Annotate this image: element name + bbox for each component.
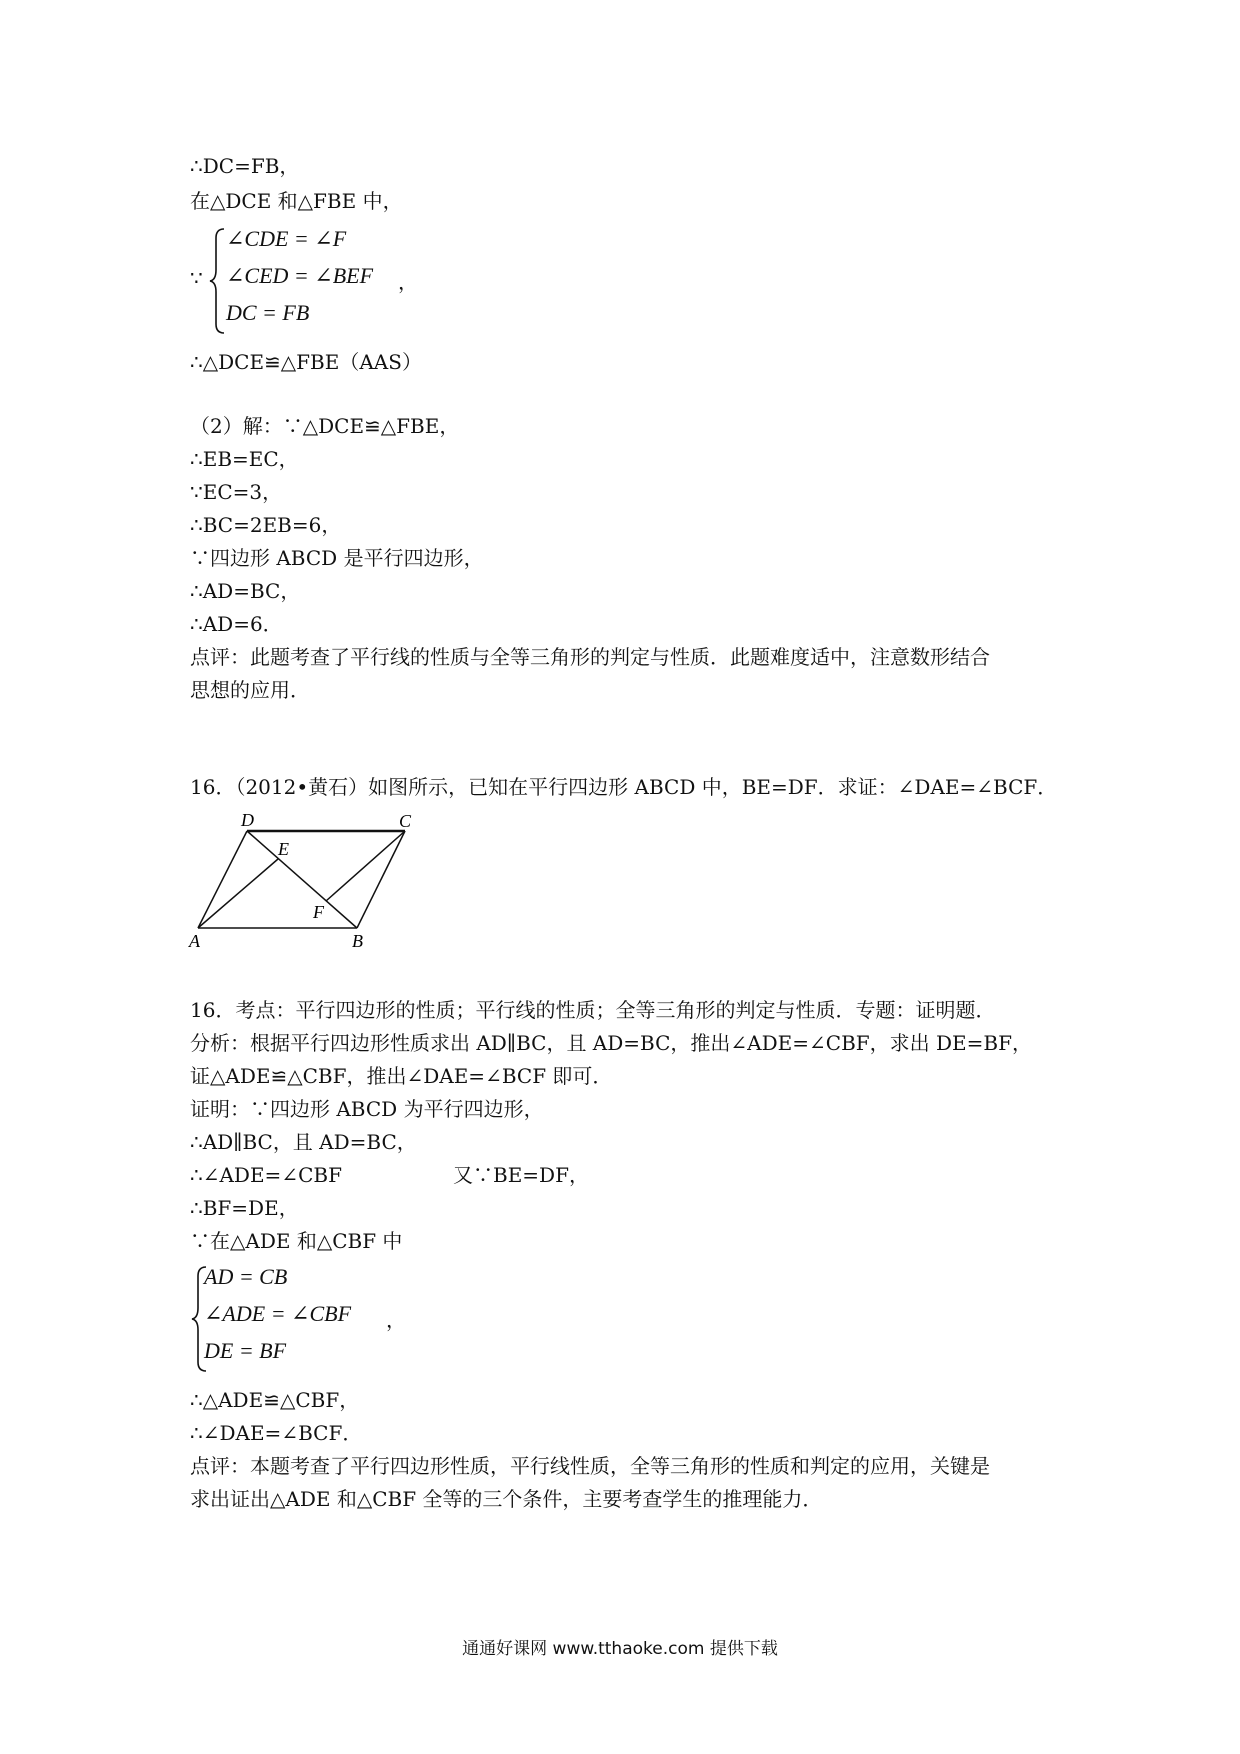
label-d: D xyxy=(241,810,254,830)
solution-line: ∴△ADE≌△CBF， xyxy=(190,1388,360,1412)
solution-line: ∴BC=2EB=6， xyxy=(190,513,342,537)
solution-line: ∴∠DAE=∠BCF． xyxy=(190,1421,363,1445)
segment-cf xyxy=(326,831,405,901)
equation-system xyxy=(190,1264,450,1374)
proof-line: 在△DCE 和△FBE 中， xyxy=(190,189,403,213)
comment-line: 点评：此题考查了平行线的性质与全等三角形的判定与性质．此题难度适中，注意数形结合 xyxy=(190,645,990,669)
solution-line: 分析：根据平行四边形性质求出 AD∥BC，且 AD=BC，推出∠ADE=∠CBF，求出 DE=BF， xyxy=(190,1031,1032,1055)
left-brace-icon xyxy=(208,226,228,336)
parallelogram-figure xyxy=(185,808,425,948)
equation: DC = FB xyxy=(226,300,310,325)
proof-line: ∴△DCE≌△FBE（AAS） xyxy=(190,350,422,374)
label-c: C xyxy=(399,811,412,831)
equation-system xyxy=(190,226,450,336)
comment-line: 点评：本题考查了平行四边形性质，平行线性质，全等三角形的性质和判定的应用，关键是 xyxy=(190,1454,990,1478)
solution-line: 16．考点：平行四边形的性质；平行线的性质；全等三角形的判定与性质．专题：证明题． xyxy=(190,998,996,1022)
equation: ∠ADE = ∠CBF xyxy=(204,1301,352,1326)
solution-line: 证明：∵四边形 ABCD 为平行四边形， xyxy=(190,1097,544,1121)
solution-line: ∵四边形 ABCD 是平行四边形， xyxy=(190,546,484,570)
equation: ∠CDE = ∠F xyxy=(226,226,347,251)
because-symbol: ∵ xyxy=(190,266,203,290)
segment-ae xyxy=(198,859,278,928)
equation: DE = BF xyxy=(204,1338,287,1363)
equation: ∠CED = ∠BEF xyxy=(226,263,374,288)
label-e: E xyxy=(278,839,289,859)
proof-line: ∴DC=FB， xyxy=(190,154,300,178)
solution-line: ∴∠ADE=∠CBF xyxy=(190,1163,342,1187)
diagonal-db xyxy=(247,831,357,928)
solution-line: ∴AD∥BC，且 AD=BC， xyxy=(190,1130,417,1154)
comment-line: 思想的应用． xyxy=(190,678,310,702)
solution-line: ∴AD=BC， xyxy=(190,579,301,603)
edge-ad xyxy=(198,831,247,928)
solution-line: 证△ADE≌△CBF，推出∠DAE=∠BCF 即可． xyxy=(190,1064,613,1088)
comma: ， xyxy=(398,270,418,294)
solution-line: 又∵BE=DF， xyxy=(453,1163,589,1187)
solution-line: ∴EB=EC， xyxy=(190,447,299,471)
equation: AD = CB xyxy=(204,1264,288,1289)
problem-statement: 16．（2012•黄石）如图所示，已知在平行四边形 ABCD 中，BE=DF．求证：∠DAE=∠BCF． xyxy=(190,775,1058,799)
solution-line: （2）解：∵△DCE≌△FBE， xyxy=(190,414,460,438)
solution-line: ∴BF=DE， xyxy=(190,1196,299,1220)
comma: ， xyxy=(386,1308,406,1332)
comment-line: 求出证出△ADE 和△CBF 全等的三个条件，主要考查学生的推理能力． xyxy=(190,1487,823,1511)
solution-line: ∵EC=3， xyxy=(190,480,283,504)
solution-line: ∴AD=6． xyxy=(190,612,283,636)
solution-line: ∵在△ADE 和△CBF 中 xyxy=(190,1229,403,1253)
label-a: A xyxy=(189,931,200,948)
label-f: F xyxy=(313,902,324,922)
edge-cb xyxy=(357,831,405,928)
page-footer: 通通好课网 www.tthaoke.com 提供下载 xyxy=(462,1639,778,1659)
label-b: B xyxy=(352,931,363,948)
